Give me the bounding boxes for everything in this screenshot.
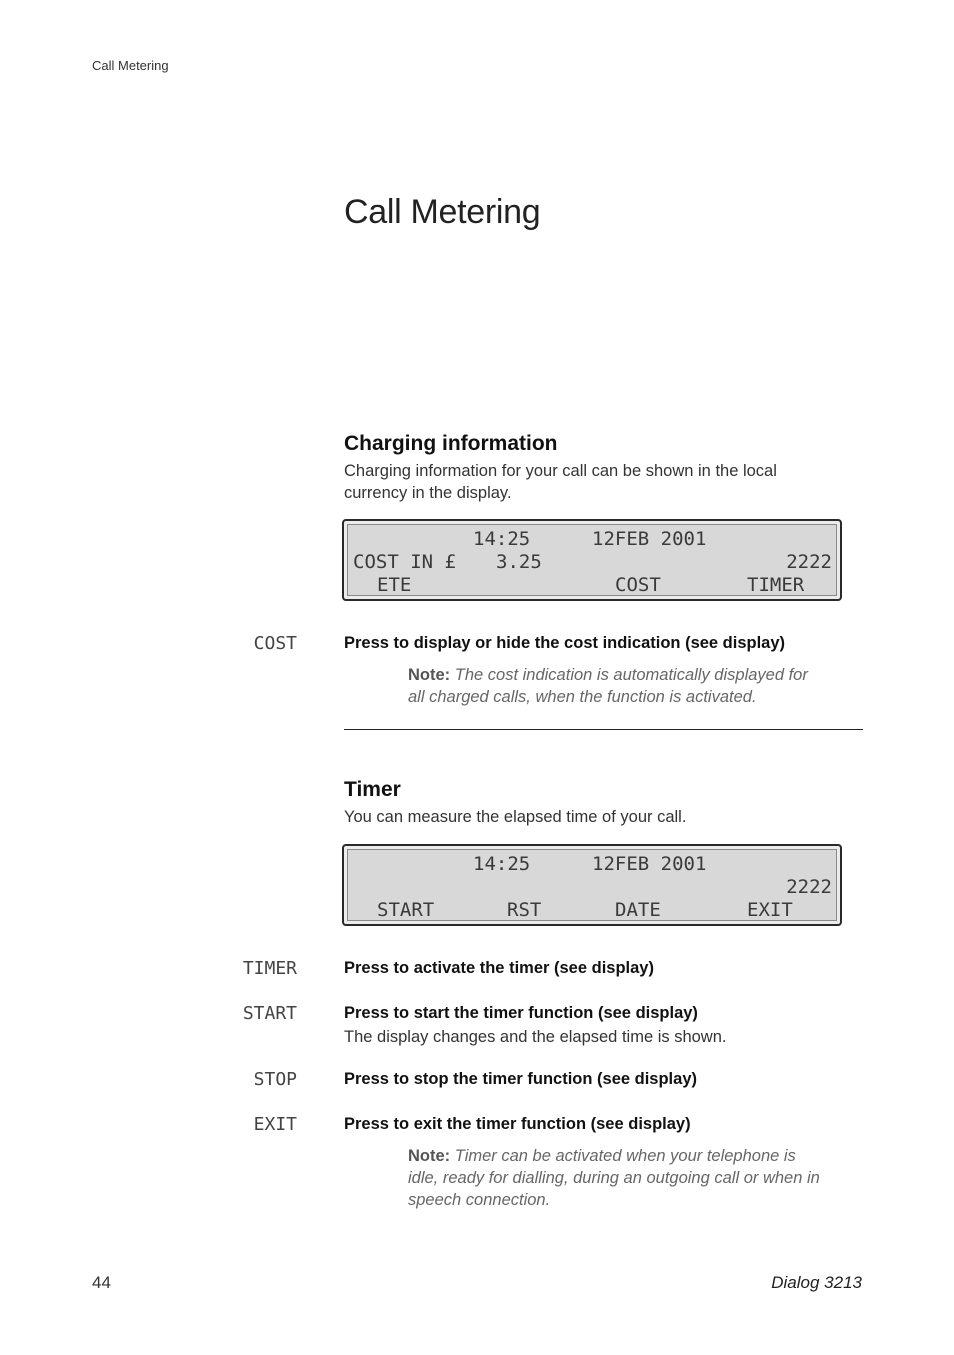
page-title: Call Metering: [344, 193, 541, 231]
softkey-date[interactable]: DATE: [615, 899, 661, 921]
running-head: Call Metering: [92, 58, 169, 73]
softkey-start[interactable]: START: [377, 899, 435, 921]
timer-note-line-1: Timer can be activated when your telephone is: [454, 1147, 796, 1165]
key-cost: COST: [253, 633, 297, 654]
start-detail: The display changes and the elapsed time is shown.: [344, 1028, 727, 1046]
display-cost-value: 3.25: [496, 551, 542, 573]
key-start: START: [242, 1003, 297, 1024]
start-instruction: Press to start the timer function (see display): [344, 1004, 698, 1022]
display-cost-label: COST IN £: [353, 551, 456, 573]
key-exit: EXIT: [253, 1114, 297, 1135]
charging-display: [342, 519, 842, 601]
charging-intro-line-2: currency in the display.: [344, 484, 512, 502]
exit-instruction: Press to exit the timer function (see display): [344, 1115, 691, 1133]
footer-product-name: Dialog 3213: [771, 1273, 862, 1292]
display-number: 2222: [786, 551, 832, 573]
note-label: Note:: [408, 666, 451, 684]
cost-note-line-2: all charged calls, when the function is activated.: [408, 688, 757, 706]
section-divider: [344, 729, 863, 730]
softkey-rst[interactable]: RST: [507, 899, 542, 921]
softkey-cost[interactable]: COST: [615, 574, 661, 596]
charging-intro: [344, 460, 777, 504]
timer-instruction: Press to activate the timer (see display): [344, 959, 654, 977]
key-timer: TIMER: [242, 958, 297, 979]
page-number: 44: [92, 1273, 111, 1292]
key-stop: STOP: [253, 1069, 297, 1090]
display-time: 14:25: [473, 528, 531, 550]
charging-heading: Charging information: [344, 432, 558, 455]
timer-heading: Timer: [344, 778, 401, 801]
display-number: 2222: [786, 876, 832, 898]
cost-instruction: Press to display or hide the cost indication (see display): [344, 634, 786, 652]
display-date: 12FEB 2001: [592, 853, 707, 875]
note-label: Note:: [408, 1147, 451, 1165]
cost-note: [408, 664, 860, 708]
softkey-exit[interactable]: EXIT: [747, 899, 793, 921]
timer-note-line-2: idle, ready for dialling, during an outgoing call or when in: [408, 1169, 820, 1187]
display-time: 14:25: [473, 853, 531, 875]
cost-note-line-1: The cost indication is automatically displayed for: [454, 666, 808, 684]
softkey-ete[interactable]: ETE: [377, 574, 412, 596]
display-date: 12FEB 2001: [592, 528, 707, 550]
timer-intro: You can measure the elapsed time of your call.: [344, 808, 687, 826]
softkey-timer[interactable]: TIMER: [747, 574, 805, 596]
stop-instruction: Press to stop the timer function (see display): [344, 1070, 697, 1088]
timer-display: [342, 844, 842, 926]
timer-note: [408, 1145, 860, 1211]
charging-intro-line-1: Charging information for your call can be shown in the local: [344, 462, 777, 480]
timer-note-line-3: speech connection.: [408, 1191, 551, 1209]
